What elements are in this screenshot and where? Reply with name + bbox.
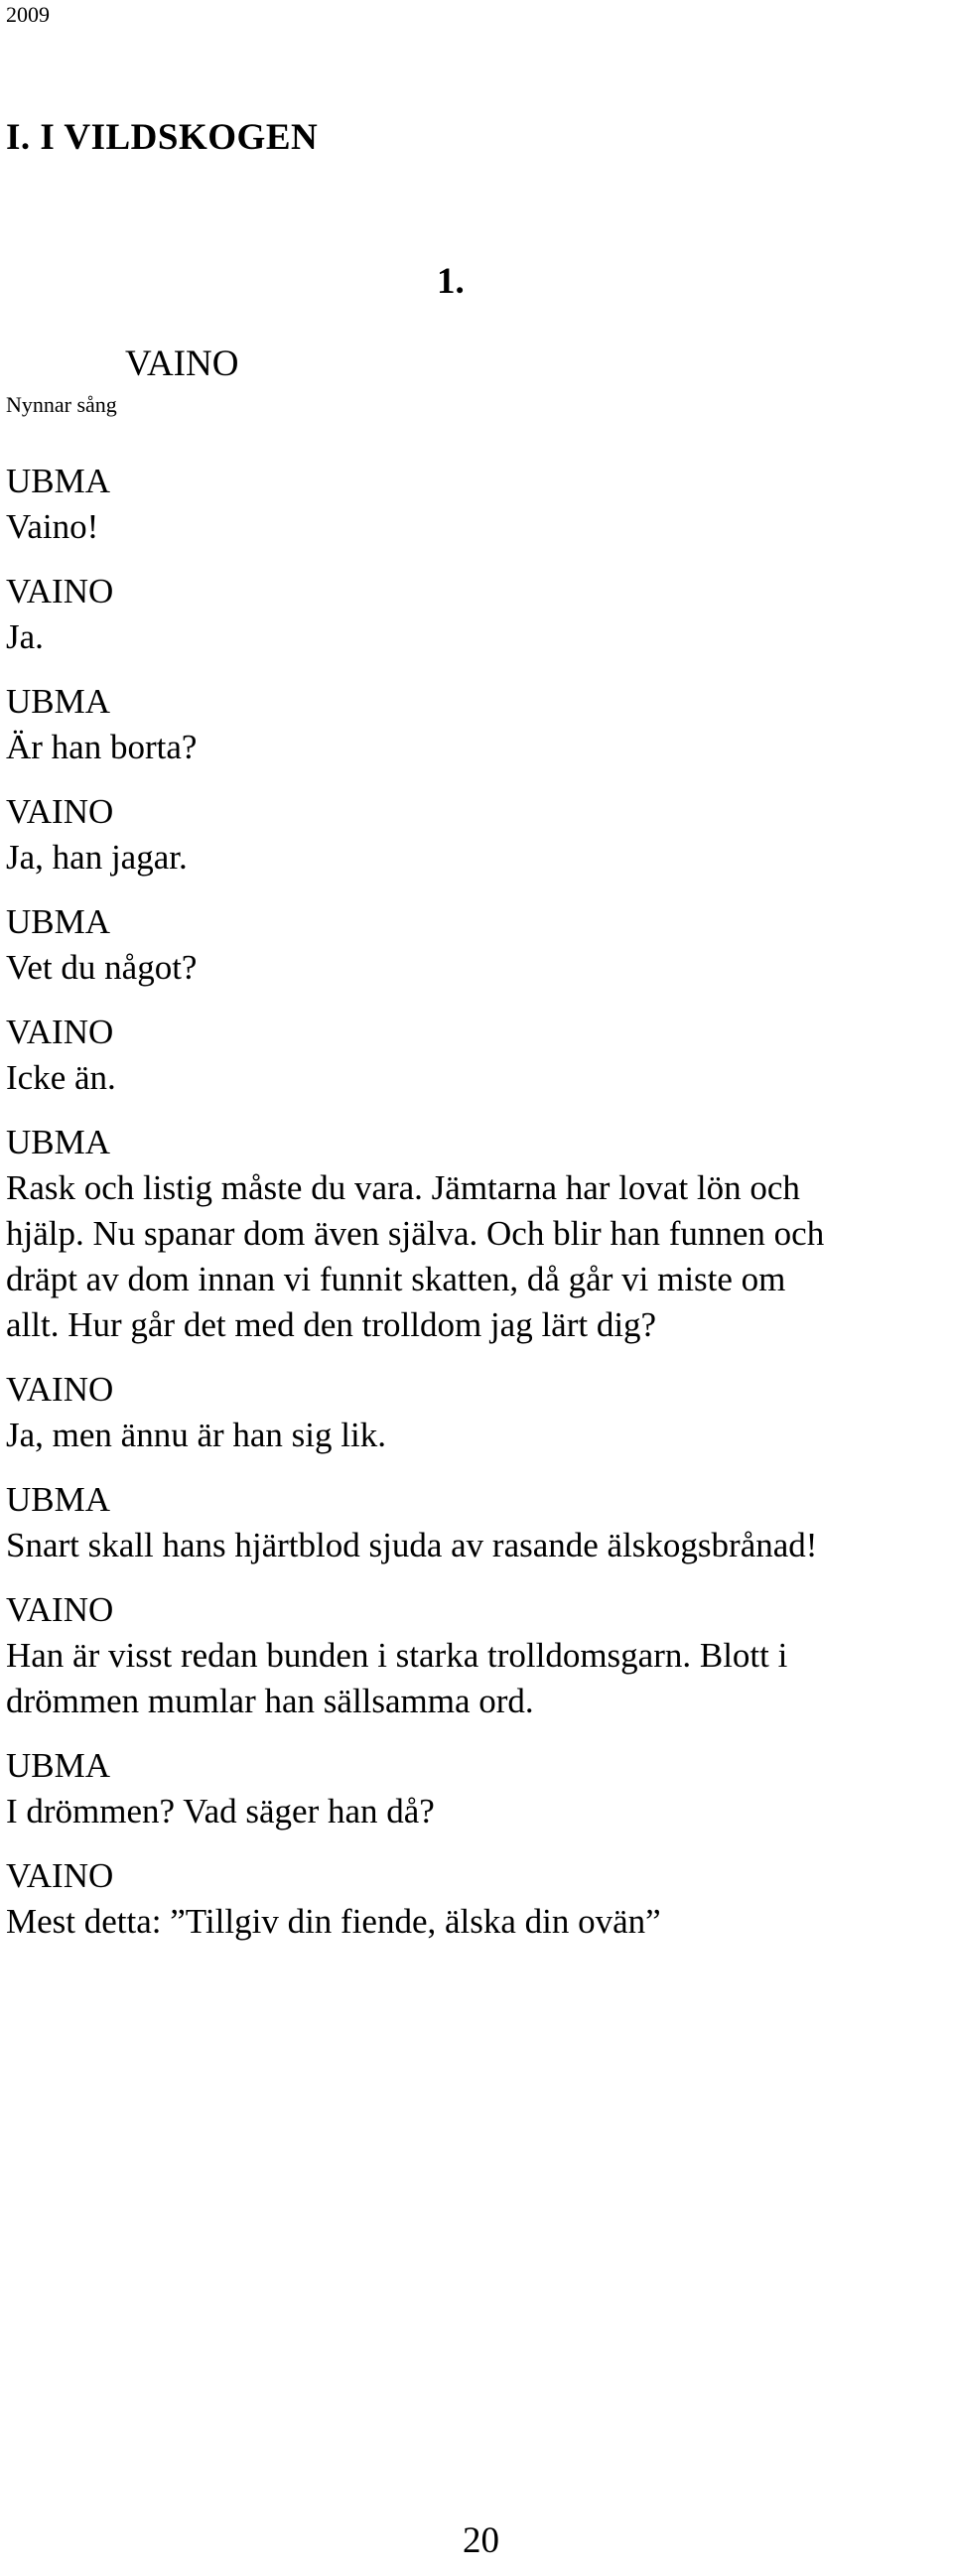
- dialogue-turn: [6, 1587, 949, 1724]
- header-year: 2009: [6, 2, 50, 27]
- dialogue-line: I drömmen? Vad säger han då?: [6, 1792, 435, 1830]
- dialogue-turn: [6, 1367, 949, 1458]
- speaker-name: VAINO: [6, 1370, 114, 1409]
- act-title: I. I VILDSKOGEN: [6, 117, 319, 158]
- speaker-name: UBMA: [6, 1746, 111, 1785]
- speaker-name: VAINO: [6, 1590, 114, 1629]
- dialogue-turn: [6, 1477, 949, 1568]
- dialogue-turn: [6, 1120, 949, 1348]
- dialogue-line: Vet du något?: [6, 948, 198, 987]
- page-number: 20: [463, 2520, 499, 2561]
- dialogue-turn: [6, 679, 949, 770]
- speaker-name: UBMA: [6, 682, 111, 721]
- dialogue-turn: [6, 899, 949, 991]
- speaker-name: VAINO: [6, 1856, 114, 1895]
- dialogue-section: [6, 459, 949, 1964]
- dialogue-turn: [6, 1743, 949, 1834]
- dialogue-turn: [6, 459, 949, 550]
- dialogue-line: Han är visst redan bunden i starka trolldomsgarn. Blott i: [6, 1636, 788, 1675]
- dialogue-line: drömmen mumlar han sällsamma ord.: [6, 1682, 534, 1720]
- dialogue-turn: [6, 1010, 949, 1101]
- speaker-name: VAINO: [6, 1013, 114, 1051]
- dialogue-line: Mest detta: ”Tillgiv din fiende, älska din ovän”: [6, 1902, 661, 1941]
- speaker-name: UBMA: [6, 902, 111, 941]
- dialogue-turn: [6, 569, 949, 660]
- dialogue-turn: [6, 1853, 949, 1945]
- scene-number: 1.: [437, 261, 465, 302]
- dialogue-line: Icke än.: [6, 1058, 116, 1097]
- dialogue-turn: [6, 789, 949, 881]
- dialogue-line: Ja.: [6, 617, 44, 656]
- opening-speaker: VAINO: [125, 343, 239, 384]
- speaker-name: VAINO: [6, 792, 114, 831]
- dialogue-line: allt. Hur går det med den trolldom jag lärt dig?: [6, 1305, 657, 1344]
- dialogue-line: Vaino!: [6, 507, 99, 546]
- speaker-name: UBMA: [6, 462, 111, 500]
- speaker-name: VAINO: [6, 572, 114, 610]
- stage-direction: Nynnar sång: [6, 392, 117, 417]
- dialogue-line: Rask och listig måste du vara. Jämtarna har lovat lön och: [6, 1168, 800, 1207]
- dialogue-line: Ja, men ännu är han sig lik.: [6, 1416, 386, 1454]
- speaker-name: UBMA: [6, 1480, 111, 1519]
- dialogue-line: Ja, han jagar.: [6, 838, 188, 877]
- dialogue-line: dräpt av dom innan vi funnit skatten, då går vi miste om: [6, 1260, 786, 1298]
- dialogue-line: Snart skall hans hjärtblod sjuda av rasande älskogsbrånad!: [6, 1526, 818, 1564]
- dialogue-line: Är han borta?: [6, 728, 198, 766]
- dialogue-line: hjälp. Nu spanar dom även själva. Och blir han funnen och: [6, 1214, 825, 1253]
- speaker-name: UBMA: [6, 1123, 111, 1161]
